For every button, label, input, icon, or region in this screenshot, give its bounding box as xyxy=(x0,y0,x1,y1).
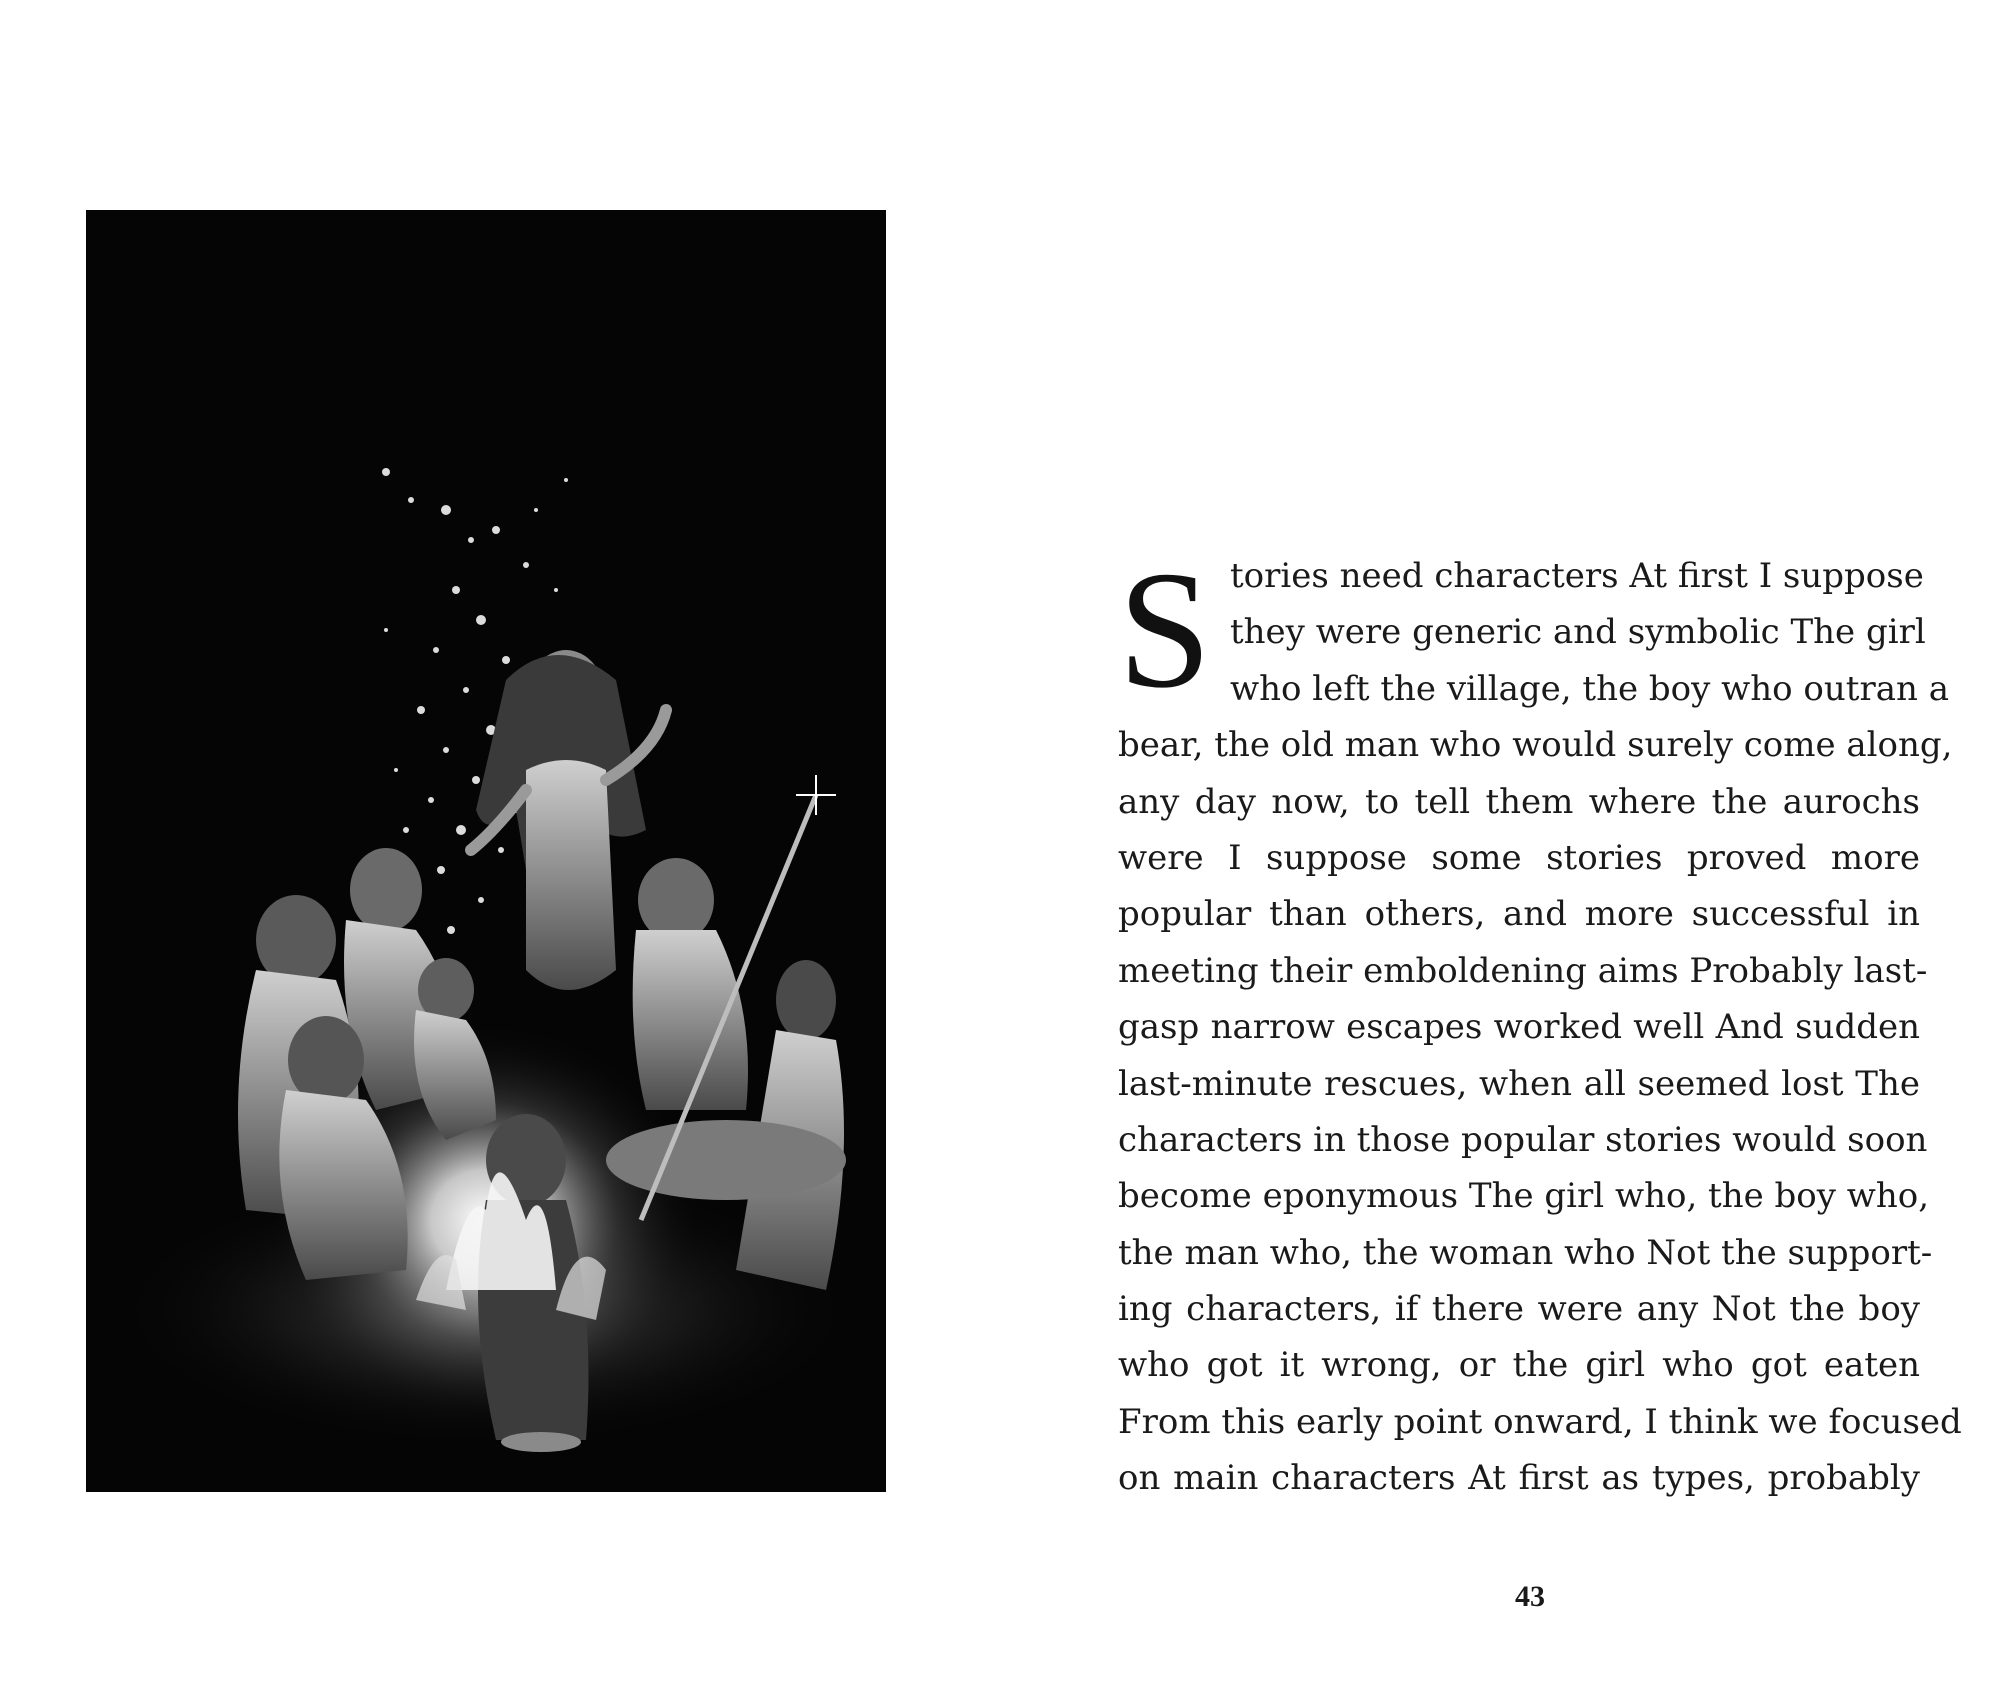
text-line: tories need characters At first I suppose xyxy=(1230,556,1924,596)
text-line: who got it wrong, or the girl who got eaten xyxy=(1118,1345,1920,1386)
campfire-illustration xyxy=(86,210,886,1492)
drop-cap: S xyxy=(1118,537,1212,723)
text-line: From this early point onward, I think we focused xyxy=(1118,1401,1962,1442)
text-line: any day now, to tell them where the aurochs xyxy=(1118,781,1920,822)
text-line: bear, the old man who would surely come along, xyxy=(1118,725,1953,766)
text-line: popular than others, and more successful in xyxy=(1118,894,1920,935)
illustration-art xyxy=(86,210,886,1492)
text-line: ing characters, if there were any Not the boy xyxy=(1118,1289,1920,1330)
text-line: on main characters At first as types, probably xyxy=(1118,1458,1920,1499)
page-number: 43 xyxy=(1515,1580,1545,1613)
text-line: gasp narrow escapes worked well And sudden xyxy=(1118,1007,1920,1048)
text-line: characters in those popular stories would soon xyxy=(1118,1119,1928,1160)
text-line: last-minute rescues, when all seemed lost The xyxy=(1118,1063,1920,1104)
text-line: who left the village, the boy who outran a xyxy=(1230,668,1949,709)
text-line: become eponymous The girl who, the boy who, xyxy=(1118,1176,1930,1217)
body-text xyxy=(1118,537,1962,1507)
text-line: they were generic and symbolic The girl xyxy=(1230,612,1926,653)
text-line: the man who, the woman who Not the support- xyxy=(1118,1232,1933,1273)
text-line: meeting their emboldening aims Probably last- xyxy=(1118,950,1928,991)
text-line: were I suppose some stories proved more xyxy=(1118,837,1920,878)
